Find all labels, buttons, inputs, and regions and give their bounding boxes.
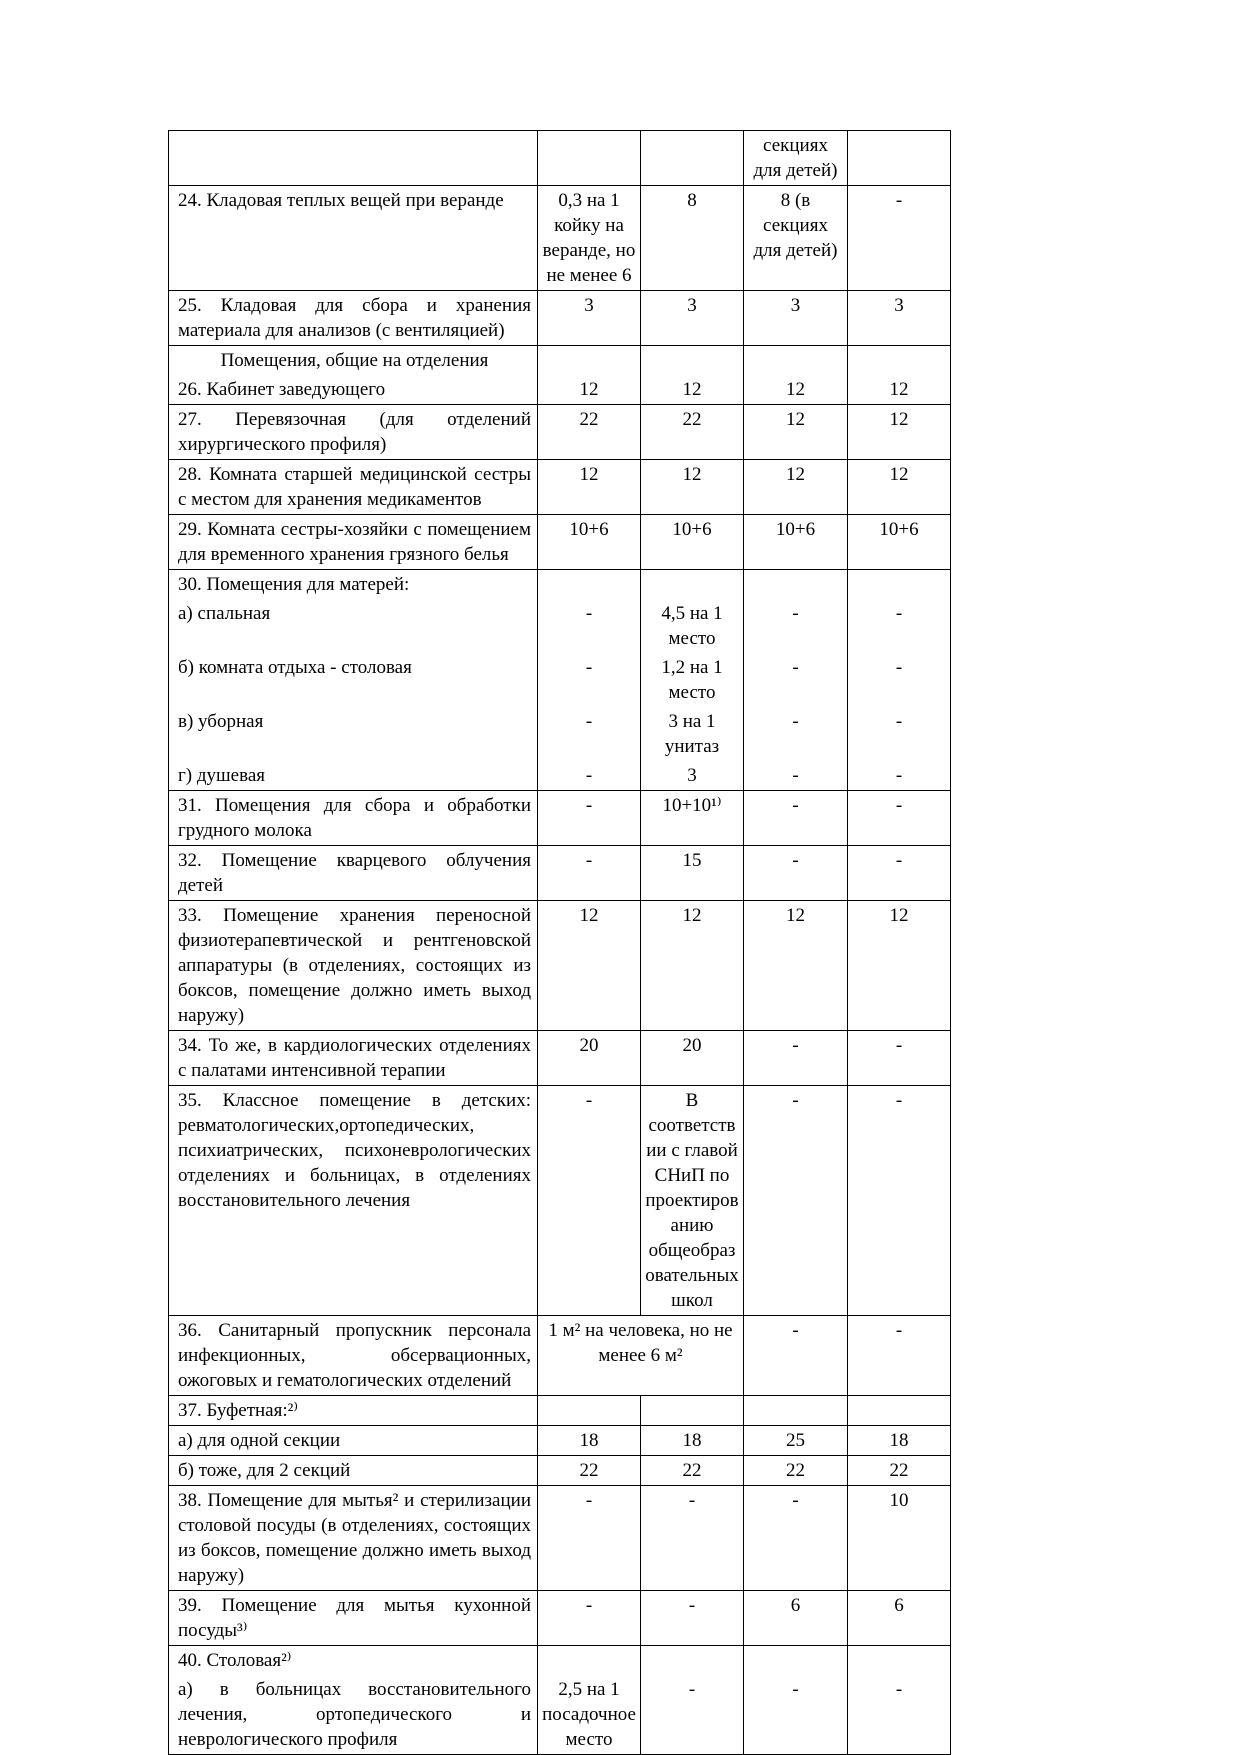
row-33: [169, 901, 951, 1031]
row-30-a: [169, 599, 951, 653]
value-cell: -: [744, 599, 848, 653]
value-cell: секциях для детей): [744, 131, 848, 186]
value-cell: 12: [744, 901, 848, 1031]
value-cell: [641, 346, 744, 376]
row-30-v: [169, 707, 951, 761]
value-cell: -: [744, 707, 848, 761]
description-cell: 40. Столовая²⁾: [169, 1646, 538, 1676]
value-cell: 18: [538, 1426, 641, 1456]
value-cell: [848, 1646, 951, 1676]
value-cell: 10: [848, 1486, 951, 1591]
value-cell: -: [848, 1316, 951, 1396]
value-cell: 8 (в секциях для детей): [744, 186, 848, 291]
value-cell: 3 на 1 унитаз: [641, 707, 744, 761]
row-30-g: [169, 761, 951, 791]
value-cell: [848, 1396, 951, 1426]
value-cell: 12: [641, 901, 744, 1031]
value-cell: 20: [641, 1031, 744, 1086]
description-cell: 37. Буфетная:²⁾: [169, 1396, 538, 1426]
description-cell: Помещения, общие на отделения: [169, 346, 538, 376]
value-cell: [848, 570, 951, 600]
value-cell: 12: [744, 375, 848, 405]
description-cell: 34. То же, в кардиологических отделениях с палатами интенсивной терапии: [169, 1031, 538, 1086]
value-cell: [641, 131, 744, 186]
value-cell: 18: [848, 1426, 951, 1456]
value-cell: 10+6: [641, 515, 744, 570]
value-cell: -: [538, 1086, 641, 1316]
value-cell: 12: [641, 460, 744, 515]
row-37: [169, 1396, 951, 1426]
description-cell: 27. Перевязочная (для отделений хирургического профиля): [169, 405, 538, 460]
value-cell: 0,3 на 1 койку на веранде, но не менее 6: [538, 186, 641, 291]
row-38: [169, 1486, 951, 1591]
value-cell: 12: [538, 375, 641, 405]
value-cell: 12: [848, 901, 951, 1031]
row-40-a: [169, 1675, 951, 1755]
value-cell: 2,5 на 1 посадочное место: [538, 1675, 641, 1755]
value-cell: [641, 1646, 744, 1676]
row-39: [169, 1591, 951, 1646]
table-body: [169, 131, 951, 1755]
value-cell: 10+10¹⁾: [641, 791, 744, 846]
value-cell: 22: [538, 1456, 641, 1486]
row-28: [169, 460, 951, 515]
value-cell: 8: [641, 186, 744, 291]
value-cell: 15: [641, 846, 744, 901]
value-cell: -: [744, 653, 848, 707]
value-cell: [744, 346, 848, 376]
value-cell: -: [641, 1591, 744, 1646]
value-cell: 12: [848, 460, 951, 515]
description-cell: 38. Помещение для мытья² и стерилизации столовой посуды (в отделениях, состоящих из боксов, помещение должно иметь выход наружу): [169, 1486, 538, 1591]
value-cell: [538, 1396, 641, 1426]
value-cell: -: [744, 1675, 848, 1755]
value-cell: -: [848, 1031, 951, 1086]
description-cell: 25. Кладовая для сбора и хранения материала для анализов (с вентиляцией): [169, 291, 538, 346]
value-cell: -: [538, 1486, 641, 1591]
value-cell: 22: [641, 405, 744, 460]
description-cell: 26. Кабинет заведующего: [169, 375, 538, 405]
value-cell: -: [848, 846, 951, 901]
description-cell: а) для одной секции: [169, 1426, 538, 1456]
value-cell: 12: [538, 901, 641, 1031]
value-cell: -: [848, 599, 951, 653]
value-cell: [744, 1646, 848, 1676]
value-cell: [538, 346, 641, 376]
value-cell: -: [848, 653, 951, 707]
description-cell: [169, 131, 538, 186]
value-cell: 6: [744, 1591, 848, 1646]
row-34: [169, 1031, 951, 1086]
value-cell: -: [848, 186, 951, 291]
row-24: [169, 186, 951, 291]
value-cell: -: [848, 1086, 951, 1316]
value-cell: 10+6: [744, 515, 848, 570]
value-cell: 20: [538, 1031, 641, 1086]
value-cell: 3: [641, 291, 744, 346]
value-cell: -: [744, 1086, 848, 1316]
value-cell: [848, 131, 951, 186]
value-cell: 6: [848, 1591, 951, 1646]
value-cell: 22: [538, 405, 641, 460]
value-cell: -: [538, 761, 641, 791]
value-cell: -: [744, 1486, 848, 1591]
row-37-b: [169, 1456, 951, 1486]
value-cell: -: [848, 761, 951, 791]
value-cell: 1 м² на человека, но не менее 6 м²: [538, 1316, 744, 1396]
value-cell: 3: [848, 291, 951, 346]
value-cell: -: [744, 791, 848, 846]
value-cell: 3: [641, 761, 744, 791]
row-37-a: [169, 1426, 951, 1456]
value-cell: -: [848, 791, 951, 846]
value-cell: [538, 131, 641, 186]
description-cell: 39. Помещение для мытья кухонной посуды³⁾: [169, 1591, 538, 1646]
row-40-header: [169, 1646, 951, 1676]
value-cell: 12: [641, 375, 744, 405]
value-cell: 22: [641, 1456, 744, 1486]
value-cell: -: [848, 707, 951, 761]
value-cell: 18: [641, 1426, 744, 1456]
value-cell: [538, 1646, 641, 1676]
description-cell: 35. Классное помещение в детских: ревматологических,ортопедических, психиатрических, психоневрологических отделениях и больницах, в отделениях восстановительного лечения: [169, 1086, 538, 1316]
value-cell: 12: [744, 405, 848, 460]
value-cell: -: [538, 1591, 641, 1646]
value-cell: [538, 570, 641, 600]
value-cell: 3: [744, 291, 848, 346]
description-cell: 30. Помещения для матерей:: [169, 570, 538, 600]
row-30-header: [169, 570, 951, 600]
row-26: [169, 375, 951, 405]
value-cell: -: [848, 1675, 951, 1755]
value-cell: -: [538, 791, 641, 846]
value-cell: [641, 570, 744, 600]
row-section-header: [169, 346, 951, 376]
value-cell: -: [538, 599, 641, 653]
value-cell: 3: [538, 291, 641, 346]
row-35: [169, 1086, 951, 1316]
description-cell: а) спальная: [169, 599, 538, 653]
description-cell: 28. Комната старшей медицинской сестры с местом для хранения медикаментов: [169, 460, 538, 515]
value-cell: [848, 346, 951, 376]
value-cell: -: [744, 1316, 848, 1396]
value-cell: В соответствии с главой СНиП по проектированию общеобразовательных школ: [641, 1086, 744, 1316]
description-cell: 33. Помещение хранения переносной физиотерапевтической и рентгеновской аппаратуры (в отделениях, состоящих из боксов, помещение должно иметь выход наружу): [169, 901, 538, 1031]
row-30-b: [169, 653, 951, 707]
value-cell: 12: [538, 460, 641, 515]
row-23-continuation: [169, 131, 951, 186]
value-cell: -: [641, 1486, 744, 1591]
description-cell: а) в больницах восстановительного лечения, ортопедического и неврологического профиля: [169, 1675, 538, 1755]
row-36: [169, 1316, 951, 1396]
description-cell: 36. Санитарный пропускник персонала инфекционных, обсервационных, ожоговых и гематологических отделений: [169, 1316, 538, 1396]
description-cell: 31. Помещения для сбора и обработки грудного молока: [169, 791, 538, 846]
value-cell: -: [538, 653, 641, 707]
description-cell: г) душевая: [169, 761, 538, 791]
value-cell: -: [744, 1031, 848, 1086]
value-cell: [744, 570, 848, 600]
value-cell: [641, 1396, 744, 1426]
description-cell: б) тоже, для 2 секций: [169, 1456, 538, 1486]
value-cell: -: [744, 761, 848, 791]
value-cell: 25: [744, 1426, 848, 1456]
description-cell: 24. Кладовая теплых вещей при веранде: [169, 186, 538, 291]
value-cell: 10+6: [848, 515, 951, 570]
description-cell: в) уборная: [169, 707, 538, 761]
value-cell: 12: [744, 460, 848, 515]
room-area-requirements-table: [168, 130, 951, 1755]
value-cell: 12: [848, 405, 951, 460]
value-cell: 22: [744, 1456, 848, 1486]
value-cell: 4,5 на 1 место: [641, 599, 744, 653]
row-27: [169, 405, 951, 460]
value-cell: 1,2 на 1 место: [641, 653, 744, 707]
value-cell: -: [538, 707, 641, 761]
description-cell: 32. Помещение кварцевого облучения детей: [169, 846, 538, 901]
row-29: [169, 515, 951, 570]
description-cell: 29. Комната сестры-хозяйки с помещением для временного хранения грязного белья: [169, 515, 538, 570]
value-cell: 12: [848, 375, 951, 405]
row-32: [169, 846, 951, 901]
value-cell: -: [744, 846, 848, 901]
description-cell: б) комната отдыха - столовая: [169, 653, 538, 707]
value-cell: -: [641, 1675, 744, 1755]
value-cell: 22: [848, 1456, 951, 1486]
value-cell: -: [538, 846, 641, 901]
row-31: [169, 791, 951, 846]
value-cell: [744, 1396, 848, 1426]
row-25: [169, 291, 951, 346]
value-cell: 10+6: [538, 515, 641, 570]
